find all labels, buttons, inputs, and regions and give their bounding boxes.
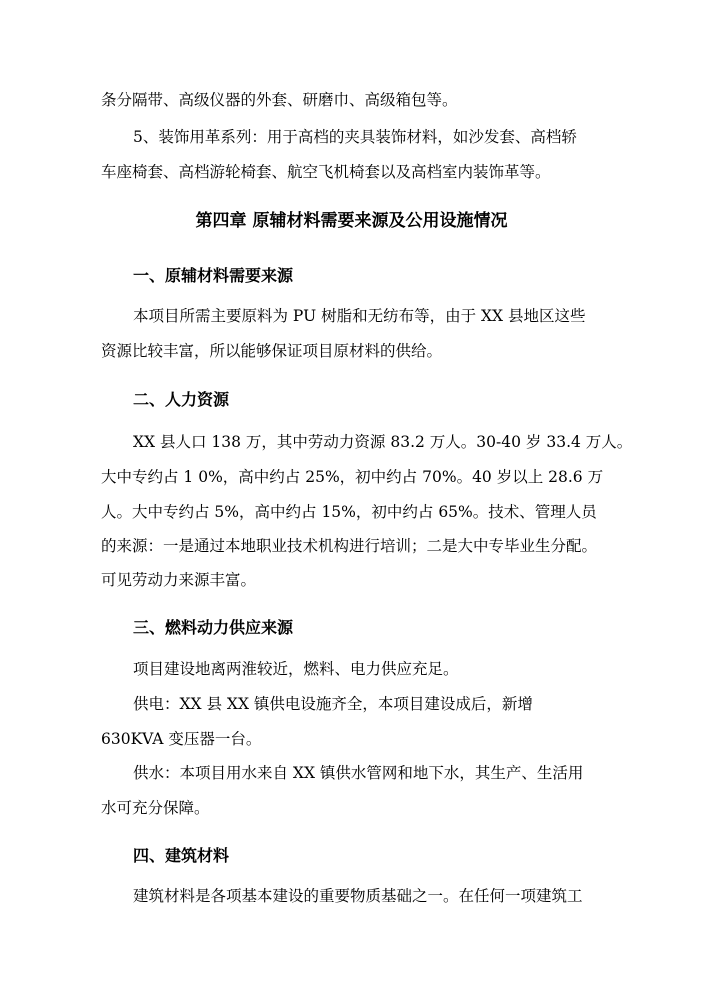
section-heading-raw-materials: 一、原辅材料需要来源 <box>133 266 294 285</box>
section2-line-3: 人。大中专约占 5%，高中约占 15%，初中约占 65%。技术、管理人员 <box>101 503 597 521</box>
section3-line-2: 供电：XX 县 XX 镇供电设施齐全，本项目建设成后，新增 <box>133 695 533 713</box>
section2-line-2: 大中专约占 1 0%，高中约占 25%，初中约占 70%。40 岁以上 28.6 万 <box>101 468 604 486</box>
section3-line-1: 项目建设地离两淮较近，燃料、电力供应充足。 <box>133 660 459 678</box>
section2-line-1: XX 县人口 138 万，其中劳动力资源 83.2 万人。30-40 岁 33.4 万人。 <box>133 433 633 451</box>
chapter-title: 第四章 原辅材料需要来源及公用设施情况 <box>195 211 508 231</box>
section3-line-3: 630KVA 变压器一台。 <box>101 730 262 748</box>
section4-line-1: 建筑材料是各项基本建设的重要物质基础之一。在任何一项建筑工 <box>133 887 583 905</box>
section2-line-5: 可见劳动力来源丰富。 <box>101 571 257 589</box>
section1-line-1: 本项目所需主要原料为 PU 树脂和无纺布等，由于 XX 县地区这些 <box>133 307 586 325</box>
section-heading-human-resources: 二、人力资源 <box>133 390 230 409</box>
intro-line-3: 车座椅套、高档游轮椅套、航空飞机椅套以及高档室内装饰革等。 <box>101 163 551 181</box>
section3-line-5: 水可充分保障。 <box>101 799 210 817</box>
intro-line-2: 5、装饰用革系列：用于高档的夹具装饰材料，如沙发套、高档轿 <box>133 128 577 146</box>
section-heading-building-materials: 四、建筑材料 <box>133 846 230 865</box>
intro-line-1: 条分隔带、高级仪器的外套、研磨巾、高级箱包等。 <box>101 91 458 109</box>
section-heading-fuel-power: 三、燃料动力供应来源 <box>133 618 294 637</box>
section2-line-4: 的来源：一是通过本地职业技术机构进行培训；二是大中专毕业生分配。 <box>101 537 598 555</box>
section1-line-2: 资源比较丰富，所以能够保证项目原材料的供给。 <box>101 342 443 360</box>
section3-line-4: 供水：本项目用水来自 XX 镇供水管网和地下水，其生产、生活用 <box>133 764 584 782</box>
